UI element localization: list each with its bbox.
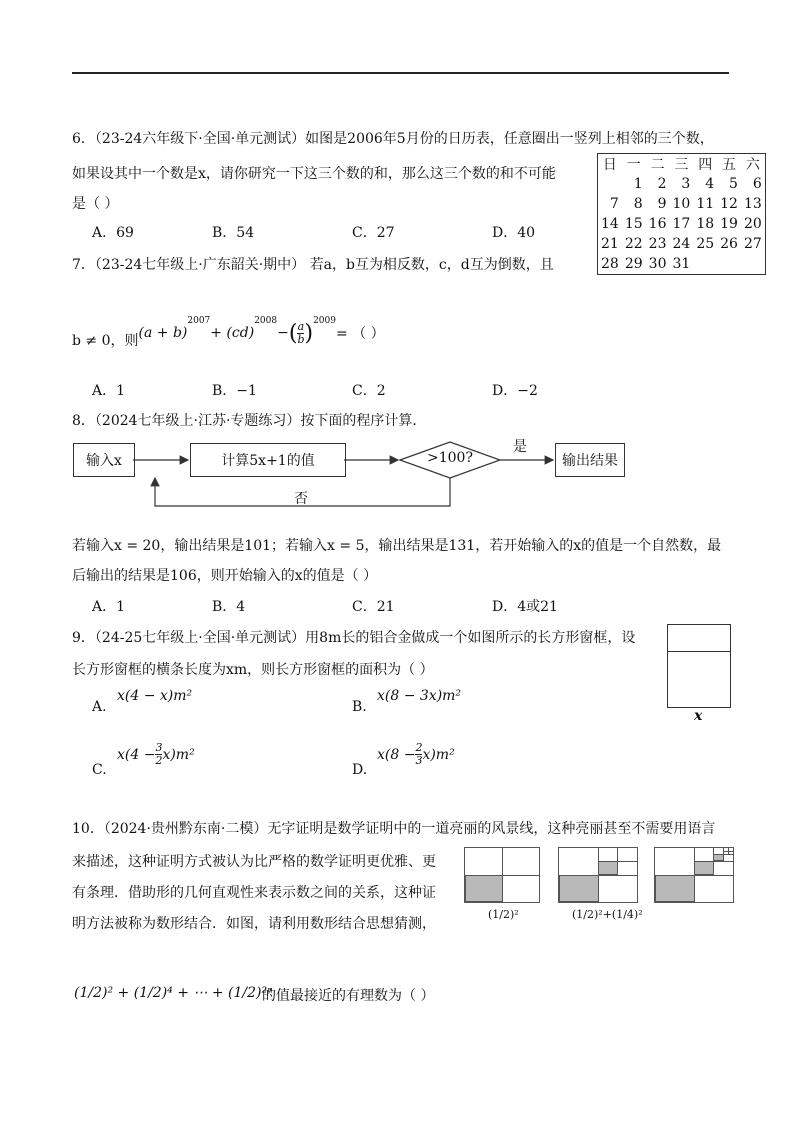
q9-line1: 9．（24-25七年级上·全国·单元测试）用8m长的铝合金做成一个如图所示的长方形窗框，设 <box>72 630 636 646</box>
q6-line2: 如果设其中一个数是x，请你研究一下这三个数的和，那么这三个数的和不可能 <box>72 166 556 182</box>
q9-option-a: x(4 − x)m² <box>117 688 193 704</box>
q9-d-pre: x(8 − <box>377 746 416 763</box>
q7-expr-c: − <box>277 325 289 341</box>
calendar-day-cell: 27 <box>743 236 762 252</box>
q9-line2: 长方形窗框的横条长度为xm，则长方形窗框的面积为（ ） <box>72 662 434 678</box>
shaded-region <box>655 875 695 902</box>
proof-square-3 <box>654 847 734 903</box>
q9-d-num: 2 <box>415 741 423 754</box>
calendar-day-cell: 31 <box>672 256 691 272</box>
q6-line1: 6．（23-24六年级下·全国·单元测试）如图是2006年5月份的日历表，任意圈出一竖列上相邻的三个数， <box>72 131 714 147</box>
q10-line1: 10．（2024·贵州黔东南·二模）无字证明是数学证明中的一道亮丽的风景线，这种亮丽甚至不需要用语言 <box>72 821 716 837</box>
calendar-day-cell: 30 <box>648 256 667 272</box>
flow-yes-label: 是 <box>513 439 527 455</box>
q9-option-a-label: A. <box>92 699 107 715</box>
calendar-day-cell: 20 <box>743 216 762 232</box>
proof-fig2-label: (1/2)²+(1/4)² <box>572 908 643 921</box>
calendar-day-cell: 19 <box>720 216 738 232</box>
flow-no-label: 否 <box>294 491 308 507</box>
q7-option-c: C．2 <box>352 383 386 399</box>
q8-option-c: C．21 <box>352 599 395 615</box>
flowchart-lines <box>0 0 800 520</box>
window-frame-x-label: x <box>694 708 703 724</box>
calendar-header-cell: 五 <box>722 157 737 173</box>
q6-option-d: D．40 <box>492 225 536 241</box>
calendar-day-cell: 2 <box>657 176 667 192</box>
q9-c-post: x)m² <box>162 746 195 763</box>
calendar-day-cell: 8 <box>633 196 643 212</box>
calendar-day-cell: 28 <box>601 256 619 272</box>
calendar-day-cell: 9 <box>657 196 667 212</box>
calendar-header-cell: 一 <box>626 157 641 173</box>
q9-c-den: 2 <box>155 754 163 767</box>
calendar-day-cell: 12 <box>720 196 738 212</box>
proof-square-2 <box>558 847 638 903</box>
calendar-header-cell: 二 <box>650 157 665 173</box>
q7-tail: = （ ） <box>335 326 385 342</box>
flow-compute-box: 计算5x+1的值 <box>190 443 346 477</box>
flow-input-box: 输入x <box>73 443 135 477</box>
q7-exp3: 2009 <box>313 316 336 326</box>
window-frame-figure <box>667 624 731 708</box>
calendar-day-cell: 10 <box>672 196 691 212</box>
q8-option-a: A．1 <box>92 599 126 615</box>
q9-option-d-label: D. <box>352 762 368 778</box>
q6-line3: 是（ ） <box>72 196 119 212</box>
q6-option-a: A．69 <box>92 225 134 241</box>
calendar-day-cell: 11 <box>696 196 715 212</box>
calendar-day-cell: 17 <box>672 216 691 232</box>
q9-d-den: 3 <box>415 754 423 767</box>
proof-square-1 <box>464 847 540 903</box>
q7-option-d: D．−2 <box>492 383 538 399</box>
q7-condition: b ≠ 0，则 <box>72 333 139 349</box>
q9-option-b-label: B. <box>352 699 367 715</box>
q9-option-c <box>117 742 195 767</box>
q9-d-frac <box>415 742 422 767</box>
q7-expression: b ≠ 0，则 (a + b) $^{2007}$ + (cd) $^{2008}$ − ( $\frac{a}{b}$ ) $^{2009}$ = （ ） <box>72 316 385 349</box>
calendar-day-cell: 1 <box>633 176 643 192</box>
proof-fig1-label: (1/2)² <box>488 908 519 921</box>
calendar-day-cell: 6 <box>752 176 762 192</box>
calendar-day-cell: 15 <box>624 216 643 232</box>
shaded-region <box>465 875 503 902</box>
calendar-day-cell: 26 <box>720 236 738 252</box>
q10-line4: 明方法被称为数形结合．如图，请利用数形结合思想猜测， <box>72 916 436 932</box>
q7-expr-a: (a + b) <box>138 325 188 341</box>
shaded-region <box>559 875 599 902</box>
calendar-day-cell: 16 <box>648 216 667 232</box>
calendar-day-cell: 29 <box>624 256 643 272</box>
calendar-day-cell: 5 <box>729 176 738 192</box>
q8-line3: 后输出的结果是106，则开始输入的x的值是（ ） <box>72 568 378 584</box>
calendar-day-cell: 18 <box>696 216 715 232</box>
calendar-day-cell: 25 <box>696 236 715 252</box>
window-frame-crossbar <box>668 651 730 652</box>
q6-option-b: B．54 <box>212 225 255 241</box>
q9-option-d <box>377 742 455 767</box>
calendar-header-cell: 六 <box>745 157 760 173</box>
q7-option-a: A．1 <box>92 383 126 399</box>
q6-option-c: C．27 <box>352 225 395 241</box>
q9-option-b: x(8 − 3x)m² <box>377 688 462 704</box>
q7-expr-b: + (cd) <box>210 325 255 341</box>
flow-decision-label: >100? <box>427 450 473 466</box>
shaded-region <box>598 861 618 875</box>
q9-c-pre: x(4 − <box>117 746 156 763</box>
calendar-day-cell: 24 <box>672 236 691 252</box>
calendar-day-cell: 3 <box>681 176 691 192</box>
q7-line1: 7．（23-24七年级上·广东韶关·期中） 若a，b互为相反数，c，d互为倒数，且 <box>72 257 554 273</box>
q7-frac-num: a <box>297 319 305 333</box>
q8-option-d: D．4或21 <box>492 599 558 615</box>
flow-output-box: 输出结果 <box>555 443 625 477</box>
shaded-region <box>713 854 724 861</box>
q7-exp1: 2007 <box>187 316 211 326</box>
calendar-header-cell: 三 <box>674 157 689 173</box>
q10-tail: 的值最接近的有理数为（ ） <box>262 988 435 1004</box>
calendar-day-cell: 4 <box>705 176 715 192</box>
shaded-region <box>694 861 714 875</box>
calendar-day-cell: 13 <box>743 196 762 212</box>
q7-exp2: 2008 <box>254 316 278 326</box>
calendar-day-cell: 22 <box>624 236 643 252</box>
q10-sum-expression: (1/2)² + (1/2)⁴ + ⋯ + (1/2)²ⁿ <box>74 985 273 1001</box>
q9-option-c-label: C. <box>92 762 107 778</box>
q9-c-frac <box>155 742 162 767</box>
q7-option-b: B．−1 <box>212 383 257 399</box>
q8-line1: 8．（2024七年级上·江苏·专题练习）按下面的程序计算． <box>72 413 427 429</box>
q10-line2: 来描述，这种证明方式被认为比严格的数学证明更优雅、更 <box>72 854 436 870</box>
calendar-day-cell: 23 <box>648 236 667 252</box>
q8-option-b: B．4 <box>212 599 246 615</box>
q9-c-num: 3 <box>155 741 163 754</box>
calendar-header-cell: 四 <box>698 157 713 173</box>
q7-frac-den: b <box>297 332 305 346</box>
calendar-header-cell: 日 <box>602 157 617 173</box>
calendar-day-cell: 21 <box>601 236 619 252</box>
calendar-day-cell: 7 <box>609 196 619 212</box>
q9-d-post: x)m² <box>422 746 455 763</box>
q8-line2: 若输入x = 20，输出结果是101；若输入x = 5，输出结果是131，若开始输入的x的值是一个自然数，最 <box>72 538 722 554</box>
calendar-day-cell: 14 <box>601 216 619 232</box>
q10-line3: 有条理．借助形的几何直观性来表示数之间的关系，这种证 <box>72 885 436 901</box>
